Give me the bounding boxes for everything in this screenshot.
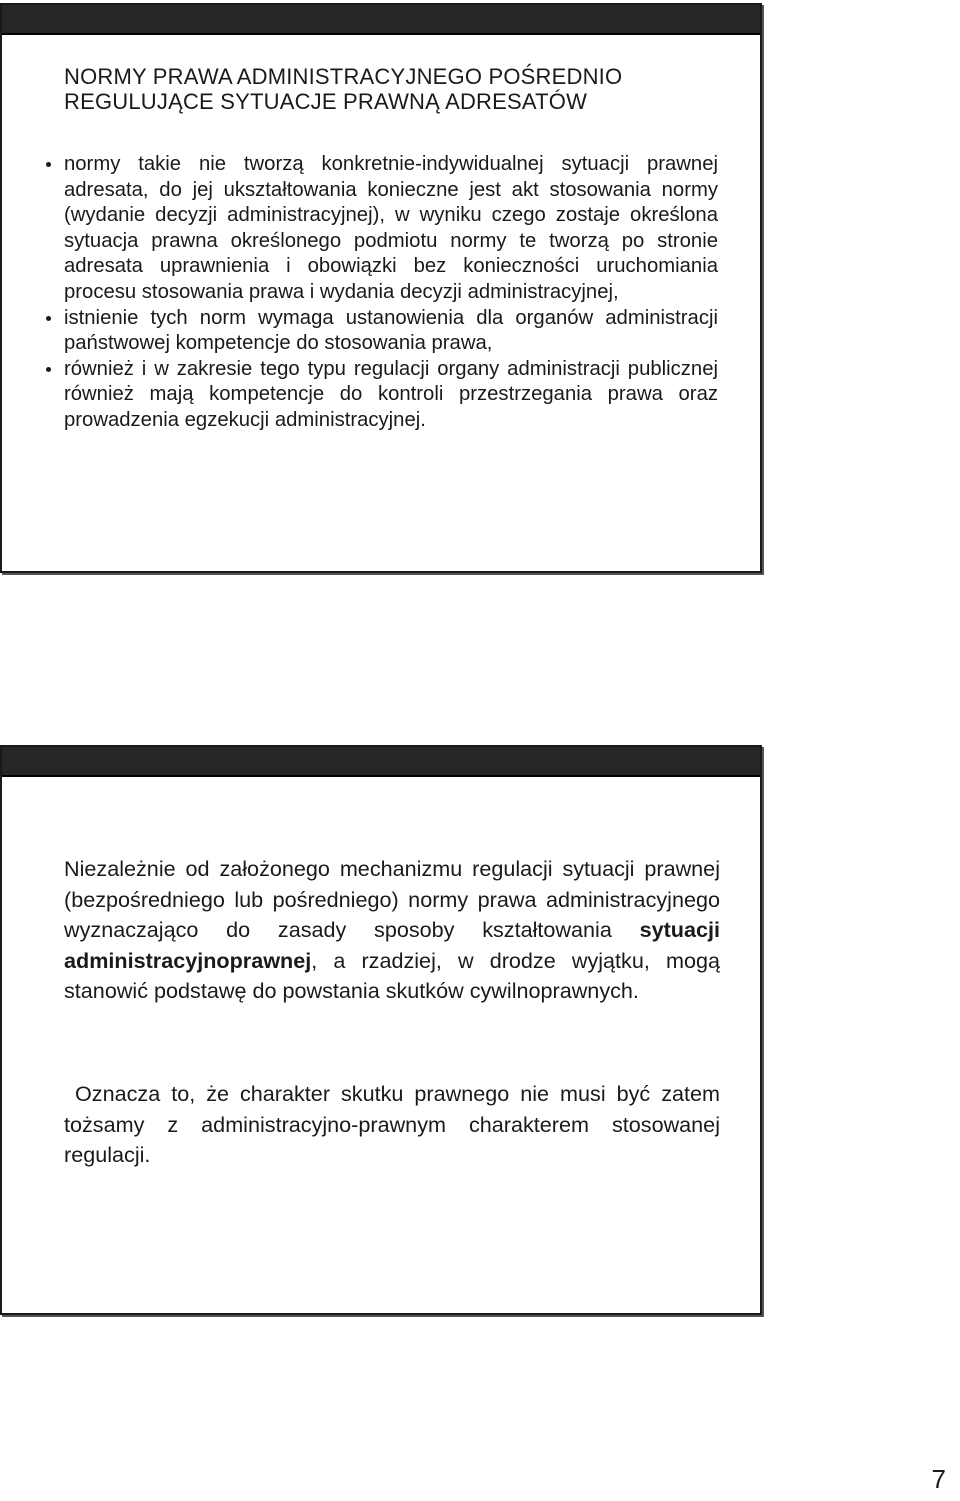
bullet-icon <box>46 367 51 372</box>
bullet-icon <box>46 316 51 321</box>
paragraph-1-text-end: , a rzadziej, w drodze wyjątku, mogą stanowić podstawę do powstania skutków cywilnoprawnych. <box>64 947 720 1004</box>
bullet-list <box>46 152 718 434</box>
slide-title-line-1: NORMY PRAWA ADMINISTRACYJNEGO POŚREDNIO <box>64 64 623 89</box>
slide-title-line-2: REGULUJĄCE SYTUACJE PRAWNĄ ADRESATÓW <box>64 89 588 114</box>
slide-header-bar <box>2 747 760 777</box>
bullet-icon <box>46 162 51 167</box>
bullet-item <box>46 152 718 306</box>
bullet-text: istnienie tych norm wymaga ustanowienia dla organów administracji państwowej kompetencje do stosowania prawa, <box>64 306 718 355</box>
slide-title <box>64 64 744 114</box>
slide-header-bar <box>2 5 760 35</box>
paragraph-1-bold-text: sytuacji administracyjnoprawnej <box>64 917 720 973</box>
slide-2 <box>0 745 762 1315</box>
slide-1 <box>0 3 762 573</box>
bullet-text: również i w zakresie tego typu regulacji organy administracji publicznej również mają kompetencje do kontroli przestrzegania prawa oraz prowadzenia egzekucji administracyjnej. <box>64 357 718 431</box>
bullet-text: normy takie nie tworzą konkretnie-indywidualnej sytuacji prawnej adresata, do jej ukształtowania konieczne jest akt stosowania normy (wydanie decyzji administracyjnej), w wyniku czego zostaje określona sytuacja prawna określonego podmiotu normy te tworzą po stronie adresata uprawnienia i obowiązki bez konieczności uruchomiania procesu stosowania prawa i wydania decyzji administracyjnej, <box>64 153 718 303</box>
paragraph-1-text: Niezależnie od założonego mechanizmu regulacji sytuacji prawnej (bezpośredniego lub pośredniego) normy prawa administracyjnego wyznaczająco do zasady sposoby kształtowania <box>64 856 720 943</box>
bullet-item <box>46 357 718 434</box>
bullet-item <box>46 306 718 357</box>
paragraph-1 <box>64 854 720 1007</box>
page-number: 7 <box>931 1464 946 1494</box>
paragraph-2: Oznacza to, że charakter skutku prawnego nie musi być zatem tożsamy z administracyjno-prawnym charakterem stosowanej regulacji. <box>64 1081 727 1168</box>
